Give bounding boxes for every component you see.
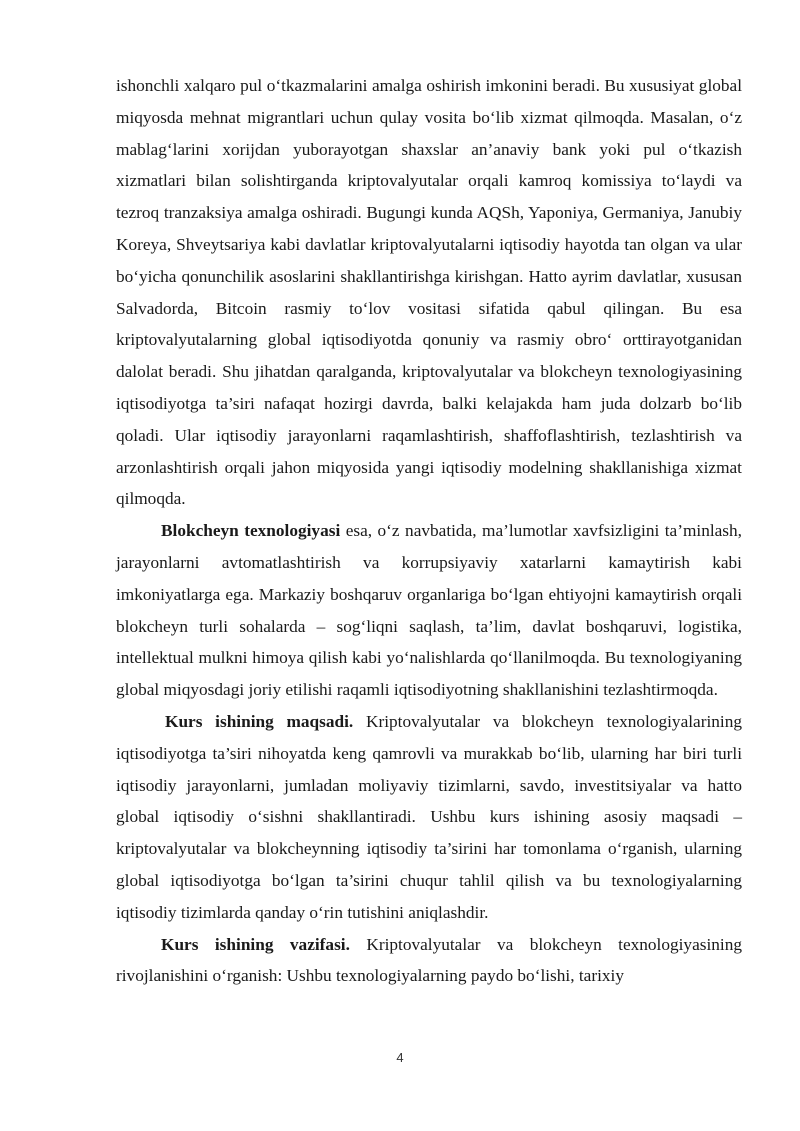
paragraph-course-tasks [116, 929, 742, 993]
paragraph-crypto-remittances [116, 70, 742, 515]
paragraph-course-goal [116, 706, 742, 929]
paragraph-text: esa, o‘z navbatida, ma’lumotlar xavfsizligini ta’minlash, jarayonlarni avtomatlashtirish va korrupsiyaviy xatarlarni kamaytirish kabi imkoniyatlarga ega. Markaziy boshqaruv organlariga bo‘lgan ehtiyojni kamaytirish orqali blokcheyn turli sohalarda – sog‘liqni saqlash, ta’lim, davlat boshqaruvi, logistika, intellektual mulkni himoya qilish kabi yo‘nalishlarda qo‘llanilmoqda. Bu texnologiyaning global miqyosdagi joriy etilishi raqamli iqtisodiyotning shakllanishini tezlashtirmoqda. [116, 521, 742, 700]
paragraph-text: ishonchli xalqaro pul o‘tkazmalarini amalga oshirish imkonini beradi. Bu xususiyat global miqyosda mehnat migrantlari uchun qulay vosita bo‘lib xizmat qilmoqda. Masalan, o‘z mablag‘larini xorijdan yuborayotgan shaxslar an’anaviy bank yoki pul o‘tkazish xizmatlari bilan solishtirganda kriptovalyutalar orqali kamroq komissiya to‘laydi va tezroq tranzaksiya amalga oshiradi. Bugungi kunda AQSh, Yaponiya, Germaniya, Janubiy Koreya, Shveytsariya kabi davlatlar kriptovalyutalarni iqtisodiy hayotda tan olgan va ular bo‘yicha qonunchilik asoslarini shakllantirishga kirishgan. Hatto ayrim davlatlar, xususan Salvadorda, Bitcoin rasmiy to‘lov vositasi sifatida qabul qilingan. Bu esa kriptovalyutalarning global iqtisodiyotda qonuniy va rasmiy obro‘ orttirayotganidan dalolat beradi. Shu jihatdan qaralganda, kriptovalyutalar va blokcheyn texnologiyasining iqtisodiyotga ta’siri nafaqat hozirgi davrda, balki kelajakda ham juda dolzarb bo‘lib qoladi. Ular iqtisodiy jarayonlarni raqamlashtirish, shaffoflashtirish, tezlashtirish va arzonlashtirish orqali jahon miqyosida yangi iqtisodiy modelning shakllanishiga xizmat qilmoqda. [116, 76, 742, 509]
paragraph-blockchain [116, 515, 742, 706]
paragraph-heading: Kurs ishining vazifasi. [161, 934, 350, 954]
paragraph-text: Kriptovalyutalar va blokcheyn texnologiyalarining iqtisodiyotga ta’siri nihoyatda keng qamrovli va murakkab bo‘lib, ularning har biri turli iqtisodiy jarayonlarni, jumladan moliyaviy tizimlarni, savdo, investitsiyalar va hatto global iqtisodiy o‘sishni shakllantiradi. Ushbu kurs ishining asosiy maqsadi – kriptovalyutalar va blokcheynning iqtisodiy ta’sirini har tomonlama o‘rganish, ularning global iqtisodiyotga bo‘lgan ta’sirini chuqur tahlil qilish va bu texnologiyalarning iqtisodiy tizimlarda qanday o‘rin tutishini aniqlashdir. [116, 711, 742, 922]
document-page [116, 70, 742, 992]
page-number: 4 [396, 1050, 404, 1065]
paragraph-text: Kriptovalyutalar va blokcheyn texnologiyasining rivojlanishini o‘rganish: Ushbu texnologiyalarning paydo bo‘lishi, tarixiy [116, 934, 742, 986]
paragraph-heading: Kurs ishining maqsadi. [165, 711, 354, 731]
paragraph-heading: Blokcheyn texnologiyasi [161, 521, 341, 541]
